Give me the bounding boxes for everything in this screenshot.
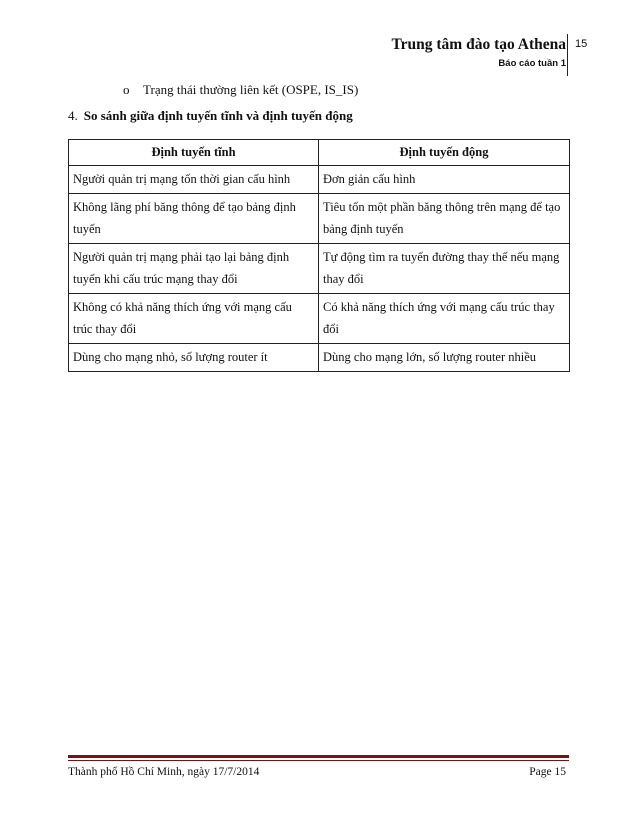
header-subtitle: Báo cáo tuần 1 — [498, 58, 566, 69]
footer-divider-thick — [68, 755, 569, 758]
table-row — [69, 244, 570, 294]
footer-divider-thin — [68, 760, 569, 761]
table-cell: Dùng cho mạng lớn, số lượng router nhiều — [319, 344, 570, 372]
section-title: So sánh giữa định tuyến tĩnh và định tuyến động — [83, 108, 353, 123]
table-cell: Có khả năng thích ứng với mạng cấu trúc thay đổi — [319, 294, 570, 344]
footer-location-date: Thành phố Hồ Chí Minh, ngày 17/7/2014 — [68, 766, 260, 778]
bullet-item — [123, 82, 358, 98]
table-cell: Tự động tìm ra tuyến đường thay thế nếu mạng thay đổi — [319, 244, 570, 294]
table-cell: Tiêu tốn một phần băng thông trên mạng để tạo bảng định tuyến — [319, 194, 570, 244]
bullet-text: Trạng thái thường liên kết (OSPE, IS_IS) — [143, 82, 359, 97]
header-divider — [567, 34, 568, 76]
comparison-table — [68, 139, 570, 372]
bullet-circle-icon: o — [123, 82, 130, 97]
table-cell: Đơn giản cấu hình — [319, 166, 570, 194]
table-cell: Dùng cho mạng nhỏ, số lượng router ít — [69, 344, 319, 372]
table-cell: Người quản trị mạng tốn thời gian cấu hình — [69, 166, 319, 194]
table-row — [69, 294, 570, 344]
header-organization: Trung tâm đào tạo Athena — [391, 36, 566, 53]
footer-page-label: Page 15 — [529, 766, 566, 778]
header-page-number: 15 — [575, 38, 588, 50]
table-cell: Người quản trị mạng phải tạo lại bảng định tuyến khi cấu trúc mạng thay đổi — [69, 244, 319, 294]
table-cell: Không lãng phí băng thông để tạo bảng định tuyến — [69, 194, 319, 244]
table-row — [69, 166, 570, 194]
column-header-static: Định tuyến tĩnh — [69, 140, 319, 166]
column-header-dynamic: Định tuyến động — [319, 140, 570, 166]
table-row — [69, 344, 570, 372]
table-cell: Không có khả năng thích ứng với mạng cấu trúc thay đổi — [69, 294, 319, 344]
section-heading — [68, 108, 353, 124]
table-row — [69, 194, 570, 244]
table-header-row — [69, 140, 570, 166]
section-number: 4. — [68, 108, 78, 123]
